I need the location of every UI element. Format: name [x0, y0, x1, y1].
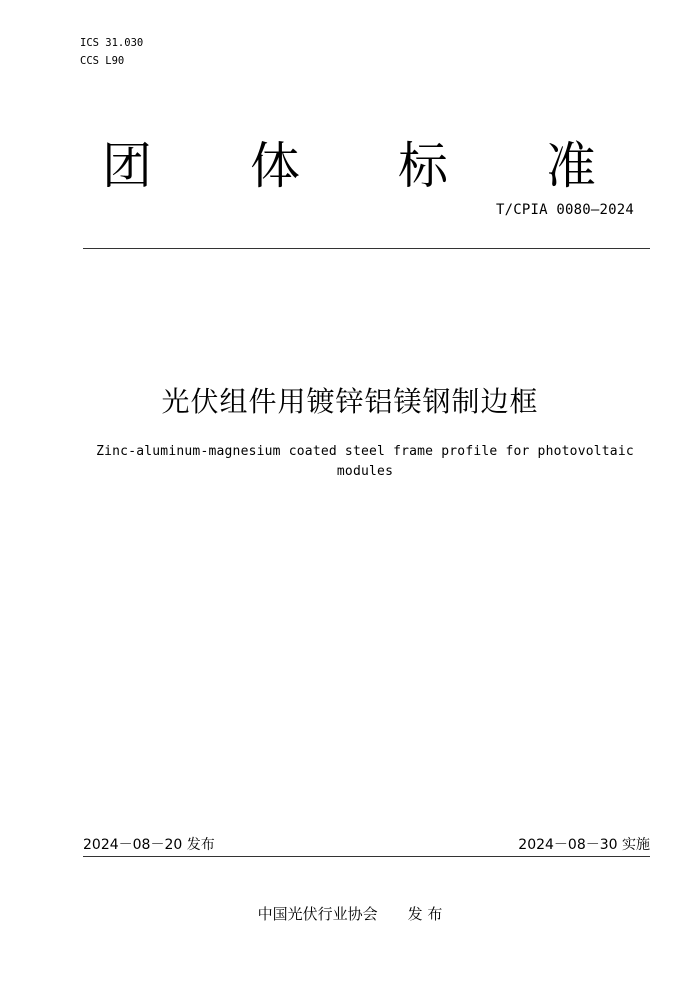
publisher: [0, 903, 700, 924]
doc-type-char: 体: [250, 137, 300, 195]
publisher-action: 发 布: [407, 905, 443, 923]
title-english: Zinc-aluminum-magnesium coated steel frame profile for photovoltaic modules: [96, 444, 634, 479]
doc-type-heading: [80, 136, 650, 196]
title-chinese: 光伏组件用镀锌铝镁钢制边框: [161, 385, 539, 418]
header-divider: [83, 248, 650, 249]
issue-date: 2024－08－20 发布: [83, 837, 215, 853]
doc-type-char: 团: [102, 137, 152, 195]
implementation-date: 2024－08－30 实施: [518, 837, 650, 853]
ccs-code: CCS L90: [80, 55, 125, 67]
footer-divider: [83, 856, 650, 857]
publisher-org: 中国光伏行业协会: [257, 905, 378, 923]
doc-type-char: 准: [546, 137, 596, 195]
doc-type-char: 标: [398, 137, 448, 195]
classification-codes: [80, 34, 143, 70]
ics-code: ICS 31.030: [80, 37, 144, 49]
standard-number: T/CPIA 0080—2024: [495, 202, 634, 218]
